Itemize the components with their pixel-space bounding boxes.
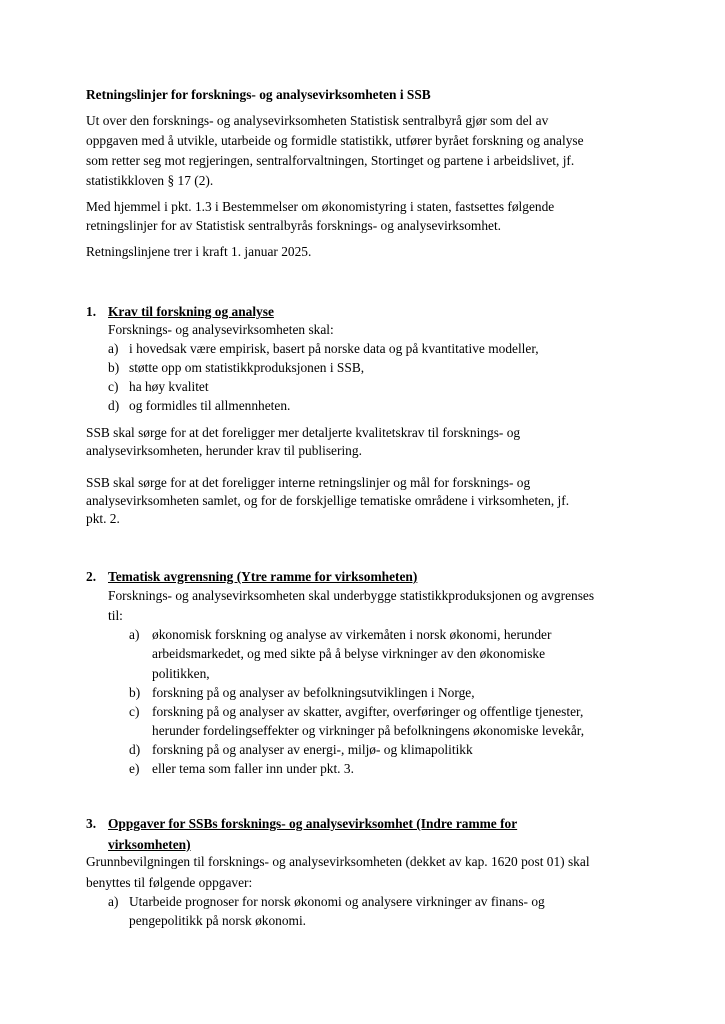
paragraph-line: analysevirksomheten, herunder krav til publisering. bbox=[86, 443, 362, 458]
paragraph-line: SSB skal sørge for at det foreligger mer detaljerte kvalitetskrav til forsknings- og bbox=[86, 425, 521, 440]
intro-line: som retter seg mot regjeringen, sentralforvaltningen, Stortinget og partene i arbeidslivet, jf. bbox=[86, 153, 575, 168]
intro-line: Med hjemmel i pkt. 1.3 i Bestemmelser om økonomistyring i staten, fastsettes følgende bbox=[86, 199, 555, 214]
intro-line: statistikkloven § 17 (2). bbox=[86, 173, 214, 188]
list-item-text: støtte opp om statistikkproduksjonen i SSB, bbox=[129, 360, 365, 375]
section-lead: Forsknings- og analysevirksomheten skal underbygge statistikkproduksjonen og avgrenses bbox=[108, 588, 595, 603]
list-letter: a) bbox=[108, 894, 119, 909]
list-item-text: eller tema som faller inn under pkt. 3. bbox=[152, 761, 354, 776]
list-item-text: og formidles til allmennheten. bbox=[129, 398, 291, 413]
list-item-text: ha høy kvalitet bbox=[129, 379, 209, 394]
list-item-text: forskning på og analyser av skatter, avgifter, overføringer og offentlige tjenester, bbox=[152, 704, 584, 719]
list-item-text: herunder fordelingseffekter og virkninger på befolkningens økonomiske levekår, bbox=[152, 723, 585, 738]
list-letter: c) bbox=[108, 379, 119, 394]
list-letter: d) bbox=[108, 398, 120, 413]
paragraph-line: analysevirksomheten samlet, og for de forskjellige tematiske områdene i virksomheten, jf. bbox=[86, 493, 570, 508]
section-title: virksomheten) bbox=[108, 837, 191, 852]
list-item-text: forskning på og analyser av befolkningsutviklingen i Norge, bbox=[152, 685, 475, 700]
intro-line: oppgaven med å utvikle, utarbeide og formidle statistikk, utfører byrået forskning og analyse bbox=[86, 133, 584, 148]
list-item-text: politikken, bbox=[152, 666, 210, 681]
section-lead: til: bbox=[108, 608, 123, 623]
section-number: 3. bbox=[86, 816, 97, 831]
intro-line: Ut over den forsknings- og analysevirksomheten Statistisk sentralbyrå gjør som del av bbox=[86, 113, 549, 128]
intro-line: retningslinjer for av Statistisk sentralbyrås forsknings- og analysevirksomhet. bbox=[86, 218, 502, 233]
list-item-text: økonomisk forskning og analyse av virkemåten i norsk økonomi, herunder bbox=[152, 627, 552, 642]
list-item-text: pengepolitikk på norsk økonomi. bbox=[129, 913, 307, 928]
section-lead: benyttes til følgende oppgaver: bbox=[86, 875, 253, 890]
list-letter: b) bbox=[108, 360, 120, 375]
section-lead: Grunnbevilgningen til forsknings- og analysevirksomheten (dekket av kap. 1620 post 01) skal bbox=[86, 854, 590, 869]
section-title: Krav til forskning og analyse bbox=[108, 304, 274, 319]
section-lead: Forsknings- og analysevirksomheten skal: bbox=[108, 322, 334, 337]
list-letter: a) bbox=[129, 627, 140, 642]
list-letter: d) bbox=[129, 742, 141, 757]
section-title: Oppgaver for SSBs forsknings- og analysevirksomhet (Indre ramme for bbox=[108, 816, 518, 831]
list-item-text: arbeidsmarkedet, og med sikte på å belyse virkninger av den økonomiske bbox=[152, 646, 546, 661]
intro-line: Retningslinjene trer i kraft 1. januar 2025. bbox=[86, 244, 312, 259]
list-item-text: i hovedsak være empirisk, basert på norske data og på kvantitative modeller, bbox=[129, 341, 539, 356]
section-number: 1. bbox=[86, 304, 97, 319]
list-letter: b) bbox=[129, 685, 141, 700]
paragraph-line: pkt. 2. bbox=[86, 511, 120, 526]
list-letter: e) bbox=[129, 761, 140, 776]
section-title: Tematisk avgrensning (Ytre ramme for virksomheten) bbox=[108, 569, 418, 584]
list-item-text: forskning på og analyser av energi-, miljø- og klimapolitikk bbox=[152, 742, 473, 757]
list-item-text: Utarbeide prognoser for norsk økonomi og analysere virkninger av finans- og bbox=[129, 894, 545, 909]
section-number: 2. bbox=[86, 569, 97, 584]
list-letter: a) bbox=[108, 341, 119, 356]
list-letter: c) bbox=[129, 704, 140, 719]
document-title: Retningslinjer for forsknings- og analysevirksomheten i SSB bbox=[86, 87, 431, 102]
paragraph-line: SSB skal sørge for at det foreligger interne retningslinjer og mål for forsknings- og bbox=[86, 475, 531, 490]
